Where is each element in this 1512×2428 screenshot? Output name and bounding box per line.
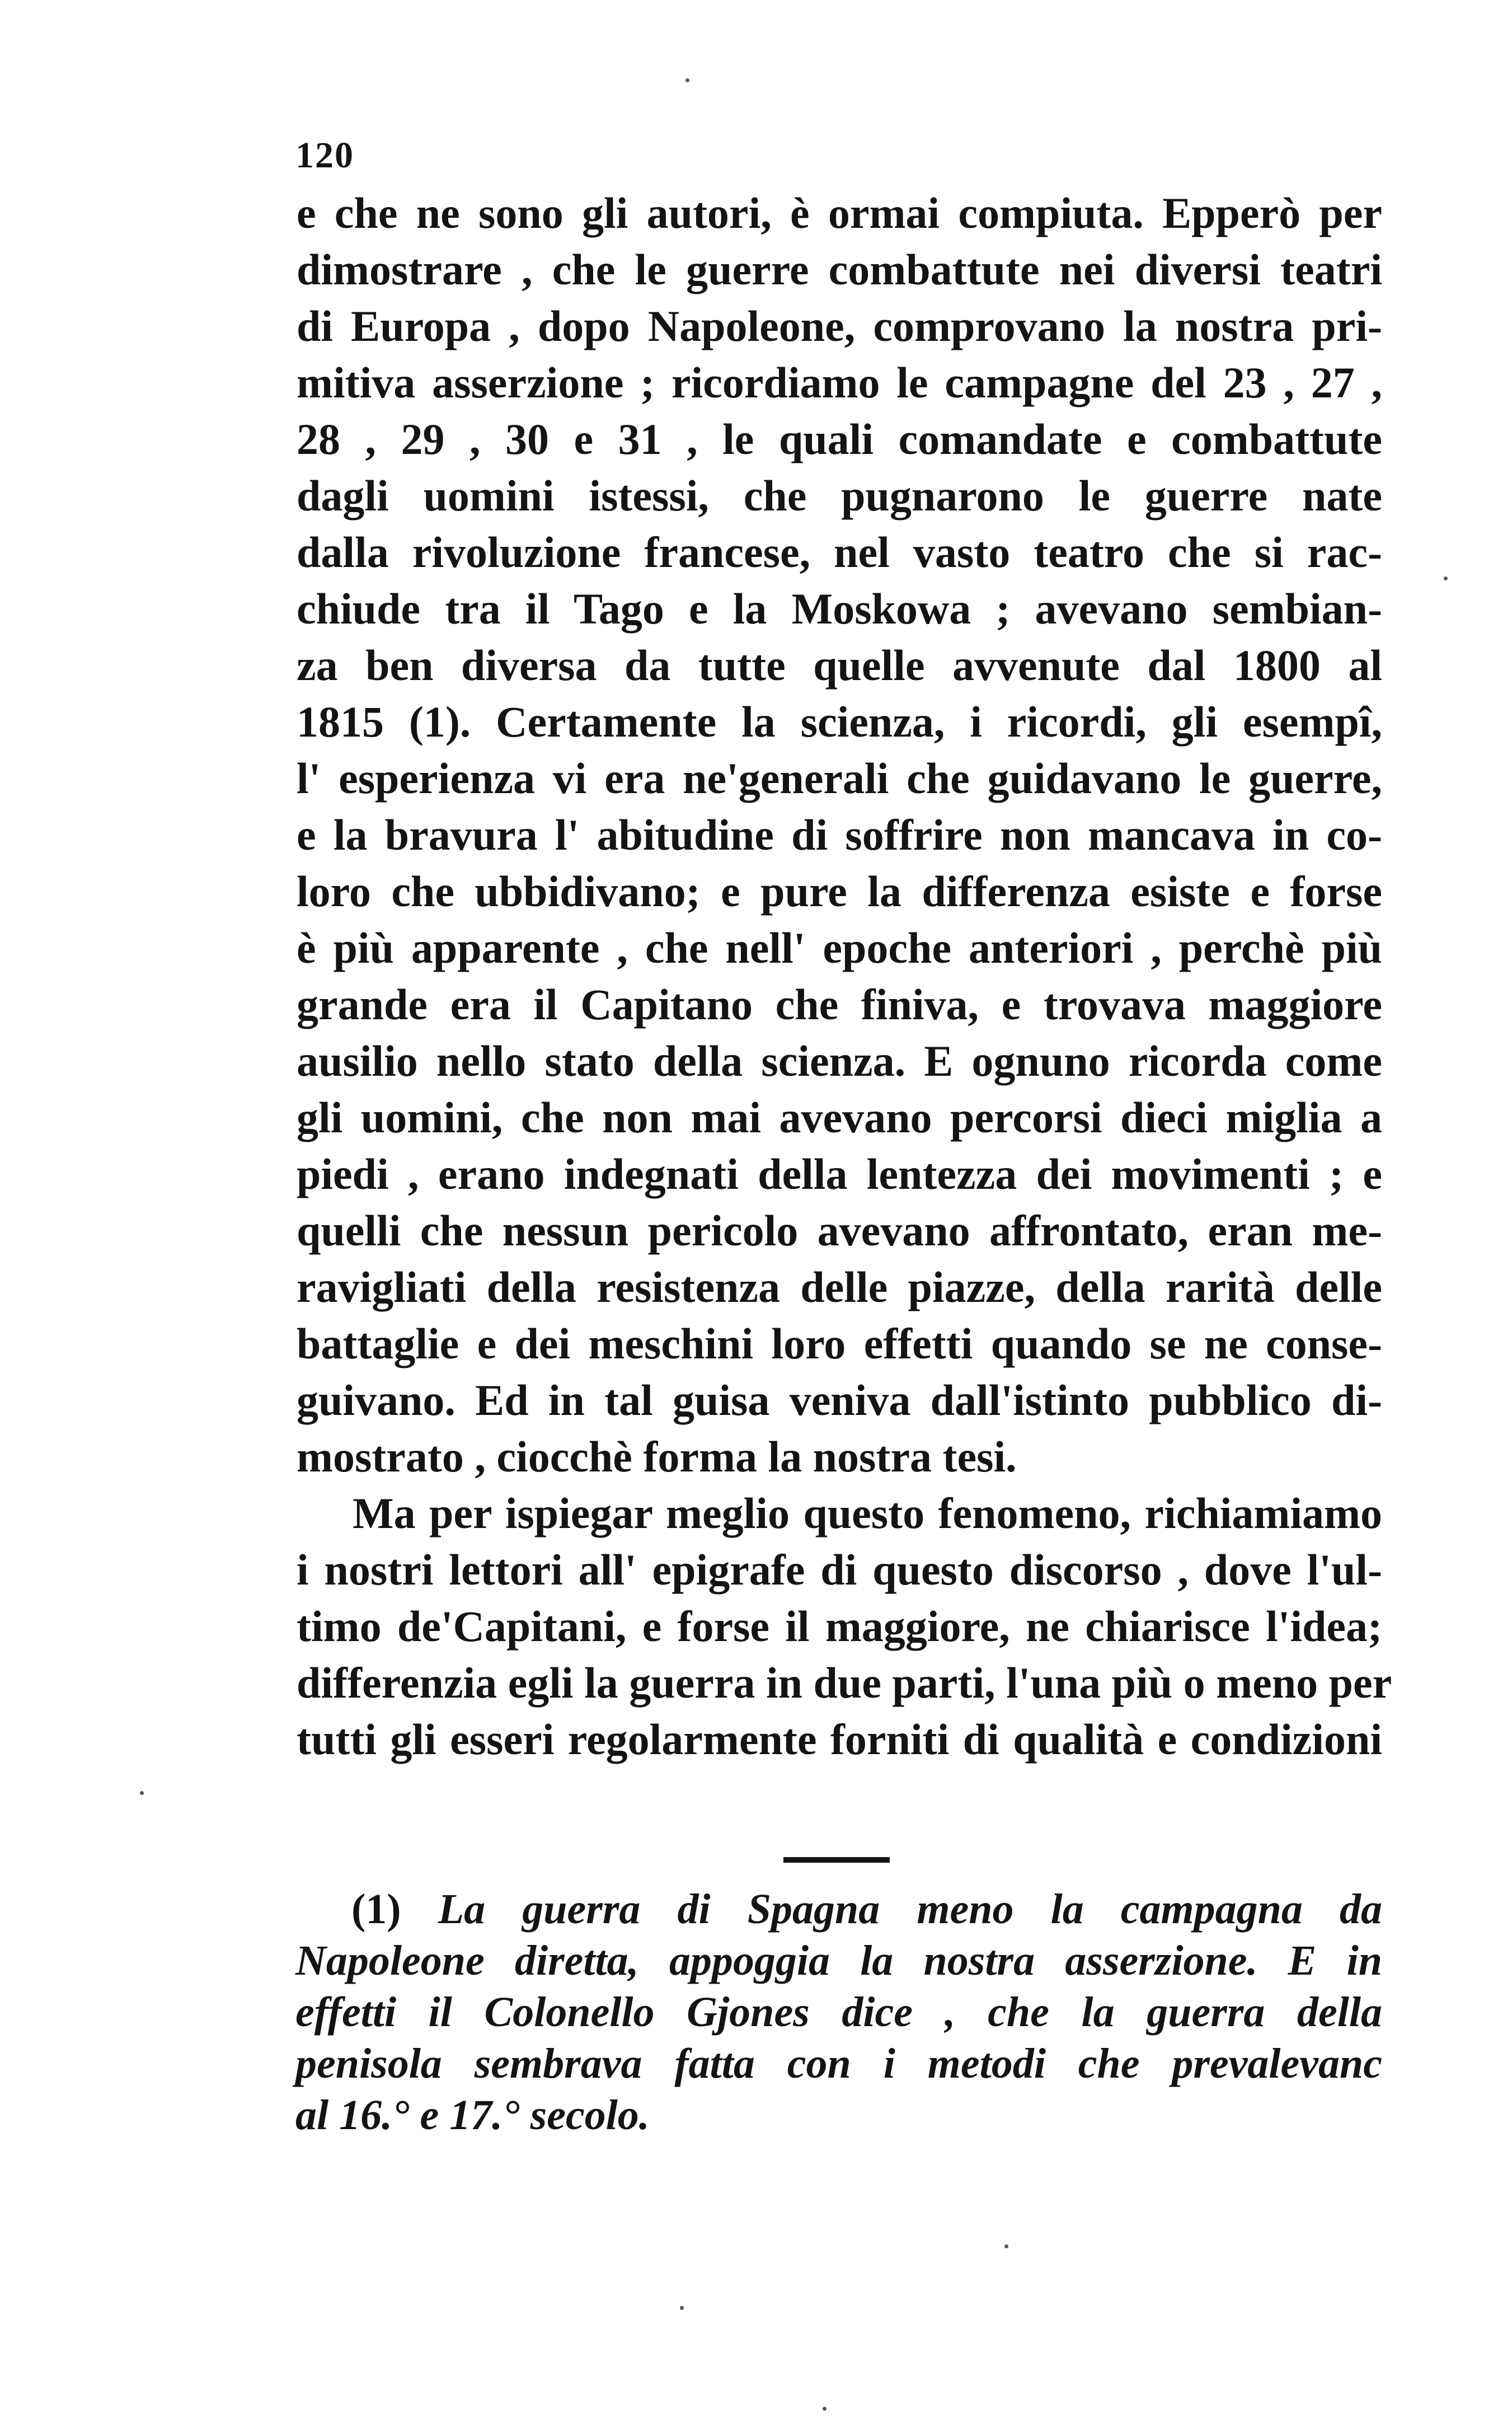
footnote-text: La guerra di Spagna meno la campagna da: [438, 1886, 1383, 1933]
paper-speck: [1444, 576, 1448, 580]
text-line: e la bravura l' abitudine di soffrire non mancava in co-: [297, 810, 1382, 859]
text-line: ravigliati della resistenza delle piazze, della rarità delle: [297, 1263, 1382, 1311]
text-line: è più apparente , che nell' epoche anteriori , perchè più: [297, 924, 1382, 972]
text-line: dalla rivoluzione francese, nel vasto teatro che si rac-: [297, 528, 1382, 576]
text-line: tutti gli esseri regolarmente forniti di qualità e condizioni: [297, 1715, 1382, 1764]
text-line: gli uomini, che non mai avevano percorsi dieci miglia a: [297, 1093, 1382, 1142]
footnote-divider: [783, 1857, 890, 1863]
text-line: quelli che nessun pericolo avevano affrontato, eran me-: [297, 1206, 1382, 1255]
paper-speck: [1004, 2244, 1008, 2248]
text-line: timo de'Capitani, e forse il maggiore, ne chiarisce l'idea;: [297, 1602, 1382, 1651]
footnote-line: [295, 1883, 1382, 1935]
text-line: 1815 (1). Certamente la scienza, i ricordi, gli esempî,: [297, 697, 1382, 746]
text-line: mitiva asserzione ; ricordiamo le campagne del 23 , 27 ,: [297, 358, 1382, 407]
text-line: chiude tra il Tago e la Moskowa ; avevano sembian-: [297, 584, 1382, 633]
text-line: di Europa , dopo Napoleone, comprovano la nostra pri-: [297, 302, 1382, 350]
paper-speck: [823, 2407, 827, 2411]
text-line: dagli uomini istessi, che pugnarono le guerre nate: [297, 471, 1382, 520]
body-text: [297, 185, 1392, 1768]
footnote-line: effetti il Colonello Gjones dice , che la guerra della: [295, 1989, 1382, 2036]
paper-speck: [140, 1791, 144, 1795]
text-line: dimostrare , che le guerre combattute nei diversi teatri: [297, 245, 1382, 294]
footnote-line: al 16.° e 17.° secolo.: [295, 2092, 650, 2139]
text-line: loro che ubbidivano; e pure la differenza esiste e forse: [297, 867, 1382, 916]
paragraph-2: [297, 1485, 1392, 1768]
text-line: differenzia egli la guerra in due parti, l'una più o meno per: [297, 1658, 1392, 1707]
text-line: e che ne sono gli autori, è ormai compiuta. Epperò per: [297, 189, 1382, 237]
footnote-line: Napoleone diretta, appoggia la nostra asserzione. E in: [295, 1937, 1382, 1984]
page-number: 120: [295, 135, 354, 176]
paragraph-1: [297, 185, 1382, 1485]
text-line: battaglie e dei meschini loro effetti quando se ne conse-: [297, 1319, 1382, 1368]
footnote-marker: (1): [351, 1886, 401, 1933]
text-line: guivano. Ed in tal guisa veniva dall'istinto pubblico di-: [297, 1376, 1382, 1424]
text-line: l' esperienza vi era ne'generali che guidavano le guerre,: [297, 754, 1382, 803]
text-line: i nostri lettori all' epigrafe di questo discorso , dove l'ul-: [297, 1545, 1382, 1594]
text-line: 28 , 29 , 30 e 31 , le quali comandate e combattute: [297, 415, 1382, 463]
paper-speck: [680, 2306, 684, 2310]
paper-speck: [685, 78, 689, 82]
text-line: mostrato , ciocchè forma la nostra tesi.: [297, 1432, 1017, 1481]
text-line: ausilio nello stato della scienza. E ognuno ricorda come: [297, 1037, 1382, 1085]
text-line: grande era il Capitano che finiva, e trovava maggiore: [297, 980, 1382, 1029]
footnote: [295, 1883, 1382, 2141]
text-line: za ben diversa da tutte quelle avvenute dal 1800 al: [297, 641, 1382, 690]
footnote-line: penisola sembrava fatta con i metodi che prevalevanc: [295, 2040, 1382, 2087]
text-line: Ma per ispiegar meglio questo fenomeno, richiamiamo: [353, 1489, 1382, 1538]
text-line: piedi , erano indegnati della lentezza dei movimenti ; e: [297, 1150, 1382, 1198]
